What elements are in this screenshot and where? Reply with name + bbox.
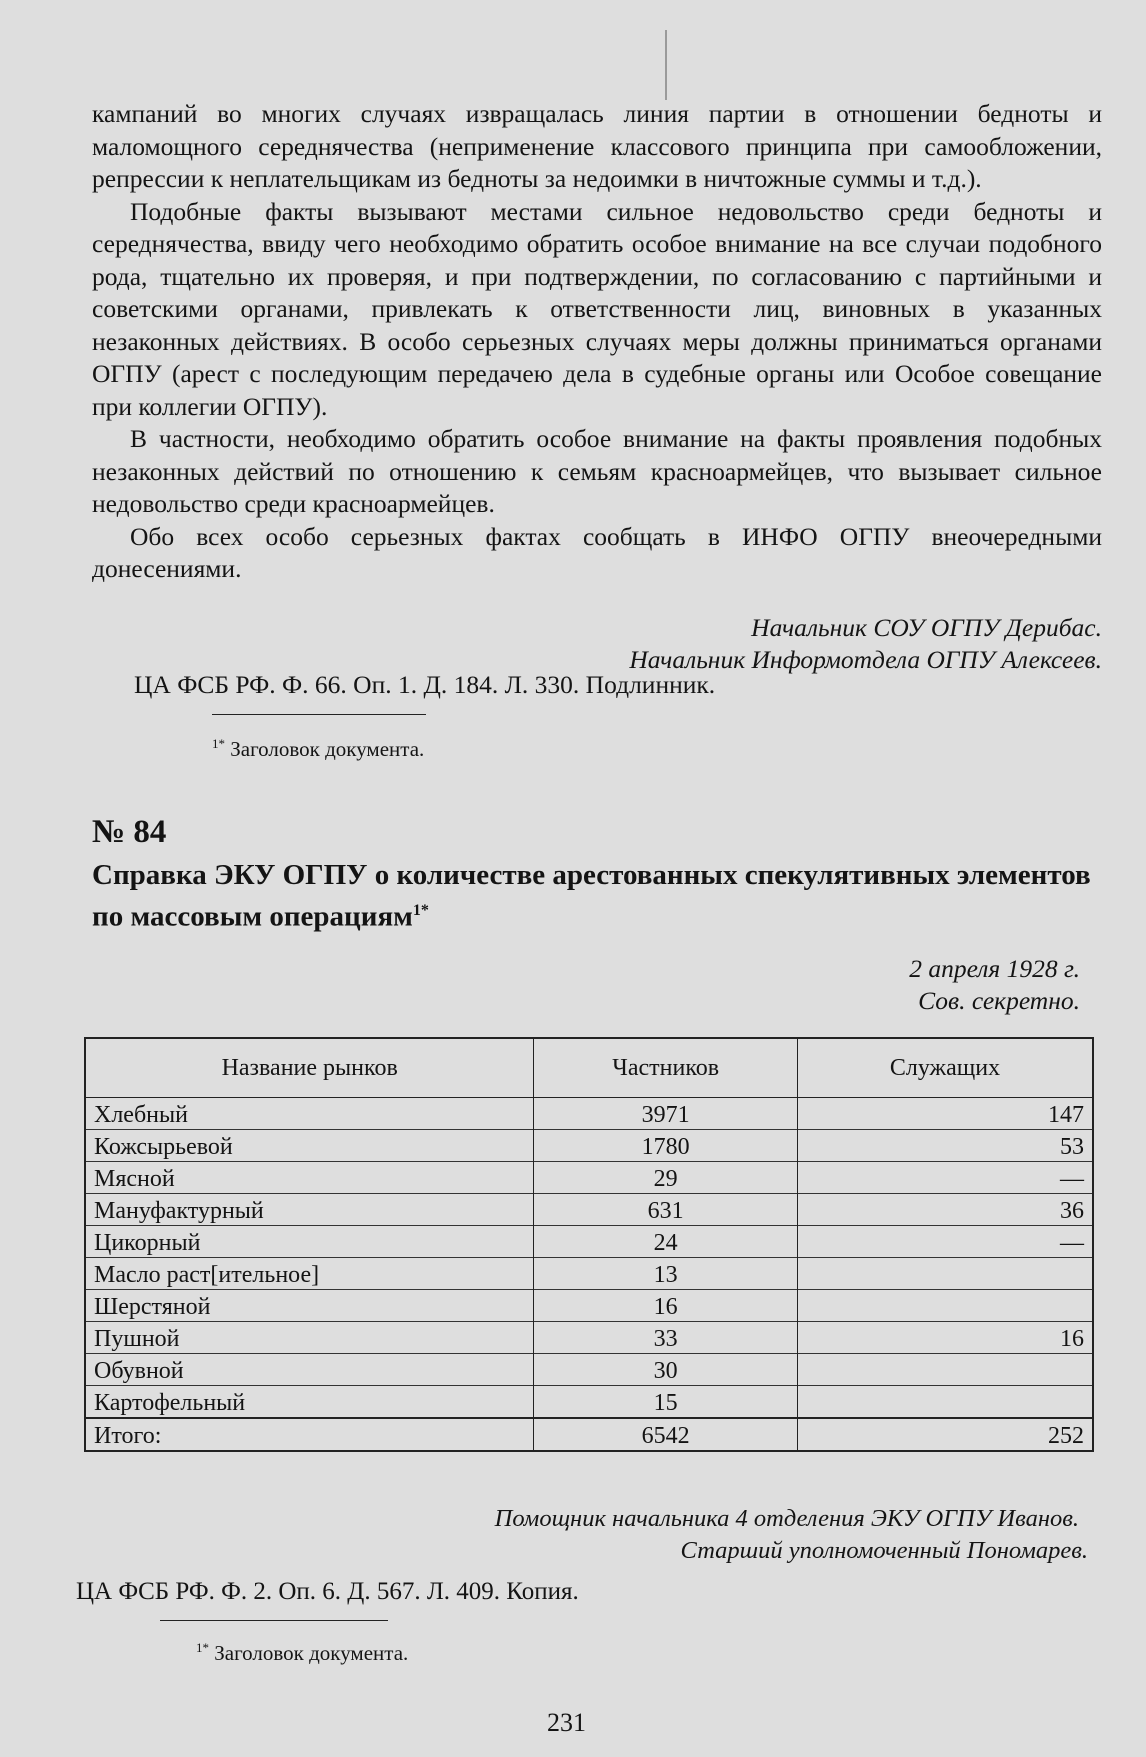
- footnote-2: [196, 1640, 408, 1666]
- archive-source-1: ЦА ФСБ РФ. Ф. 66. Оп. 1. Д. 184. Л. 330. Подлинник.: [134, 670, 716, 699]
- footnote-divider-2: [160, 1620, 388, 1621]
- cell-market: Кожсырьевой: [85, 1130, 534, 1162]
- cell-market: Цикорный: [85, 1226, 534, 1258]
- header-private: Частников: [534, 1038, 798, 1098]
- cell-total-private: 6542: [534, 1418, 798, 1451]
- footnote-divider-1: [212, 714, 426, 715]
- paragraph-4: Обо всех особо серьезных фактах сообщать в ИНФО ОГПУ внеочередными донесениями.: [92, 521, 1102, 583]
- footnote-text: Заголовок документа.: [230, 737, 425, 761]
- body-text: [92, 98, 1102, 677]
- cell-market: Масло раст[ительное]: [85, 1258, 534, 1290]
- table-row: [85, 1290, 1093, 1322]
- cell-market: Пушной: [85, 1322, 534, 1354]
- table-row: [85, 1098, 1093, 1130]
- paragraph-3: В частности, необходимо обратить особое внимание на факты проявления подобных незаконных действий по отношению к семьям красноармейцев, что вызывает сильное недовольство среди красноармейцев.: [92, 424, 1102, 518]
- footnote-mark: 1*: [196, 1640, 209, 1655]
- signer-2: Начальник Информотдела ОГПУ Алексеев.: [629, 645, 1102, 674]
- cell-private: 1780: [534, 1130, 798, 1162]
- document-number: № 84: [92, 814, 167, 850]
- cell-total-employees: 252: [798, 1418, 1094, 1451]
- table-row: [85, 1354, 1093, 1386]
- document-classification: Сов. секретно.: [918, 986, 1080, 1015]
- cell-private: 29: [534, 1162, 798, 1194]
- document-date: 2 апреля 1928 г.: [909, 954, 1080, 983]
- footnote-text: Заголовок документа.: [214, 1641, 409, 1665]
- signer-3: Помощник начальника 4 отделения ЭКУ ОГПУ Иванов.: [494, 1505, 1079, 1532]
- cell-private: 24: [534, 1226, 798, 1258]
- markets-table: [84, 1037, 1094, 1452]
- cell-employees: 16: [798, 1322, 1094, 1354]
- title-footnote-mark: 1*: [412, 902, 429, 919]
- table-row: [85, 1258, 1093, 1290]
- document-title: [92, 857, 1102, 935]
- cell-private: 30: [534, 1354, 798, 1386]
- signer-4: Старший уполномоченный Пономарев.: [680, 1537, 1088, 1564]
- table-row: [85, 1194, 1093, 1226]
- cell-employees: [798, 1386, 1094, 1419]
- paragraph-2: Подобные факты вызывают местами сильное недовольство среди бедноты и середнячества, ввиду чего необходимо обратить особое внимание на все случаи подобного рода, тщательно их проверяя, и при подтверждении, по согласованию с партийными и советскими органами, привлекать к ответственности лиц, виновных в указанных незаконных действиях. В особо серьезных случаях меры должны приниматься органами ОГПУ (арест с последующим передачею дела в судебные органы или Особое совещание при коллегии ОГПУ).: [92, 196, 1102, 421]
- cell-employees: [798, 1258, 1094, 1290]
- document-title-text: Справка ЭКУ ОГПУ о количестве арестованных спекулятивных элементов по массовым операциям: [92, 859, 1091, 933]
- page-number: 231: [547, 1708, 586, 1737]
- cell-private: 33: [534, 1322, 798, 1354]
- archive-source-2: ЦА ФСБ РФ. Ф. 2. Оп. 6. Д. 567. Л. 409. Копия.: [76, 1578, 579, 1605]
- cell-market: Мясной: [85, 1162, 534, 1194]
- table-row: [85, 1130, 1093, 1162]
- table-row: [85, 1162, 1093, 1194]
- cell-private: 15: [534, 1386, 798, 1419]
- cell-private: 13: [534, 1258, 798, 1290]
- signer-1: Начальник СОУ ОГПУ Дерибас.: [751, 612, 1102, 642]
- cell-employees: —: [798, 1162, 1094, 1194]
- cell-employees: [798, 1290, 1094, 1322]
- cell-employees: 147: [798, 1098, 1094, 1130]
- table-row: [85, 1226, 1093, 1258]
- table-header-row: [85, 1038, 1093, 1098]
- cell-private: 16: [534, 1290, 798, 1322]
- cell-private: 631: [534, 1194, 798, 1226]
- cell-employees: 53: [798, 1130, 1094, 1162]
- cell-private: 3971: [534, 1098, 798, 1130]
- cell-market: Шерстяной: [85, 1290, 534, 1322]
- scan-artifact: [665, 30, 667, 100]
- footnote-1: [212, 736, 424, 762]
- cell-market: Мануфактурный: [85, 1194, 534, 1226]
- cell-employees: —: [798, 1226, 1094, 1258]
- cell-market: Обувной: [85, 1354, 534, 1386]
- footnote-mark: 1*: [212, 736, 225, 751]
- cell-employees: 36: [798, 1194, 1094, 1226]
- header-market-name: Название рынков: [85, 1038, 534, 1098]
- cell-market: Картофельный: [85, 1386, 534, 1419]
- cell-employees: [798, 1354, 1094, 1386]
- table-total-row: [85, 1418, 1093, 1451]
- table-row: [85, 1386, 1093, 1419]
- cell-market: Хлебный: [85, 1098, 534, 1130]
- header-employees: Служащих: [798, 1038, 1094, 1098]
- table-row: [85, 1322, 1093, 1354]
- paragraph-1: кампаний во многих случаях извращалась линия партии в отношении бедноты и маломощного середнячества (неприменение классового принципа при самообложении, репрессии к неплательщикам из бедноты за недоимки в ничтожные суммы и т.д.).: [92, 99, 1102, 193]
- cell-total-label: Итого:: [85, 1418, 534, 1451]
